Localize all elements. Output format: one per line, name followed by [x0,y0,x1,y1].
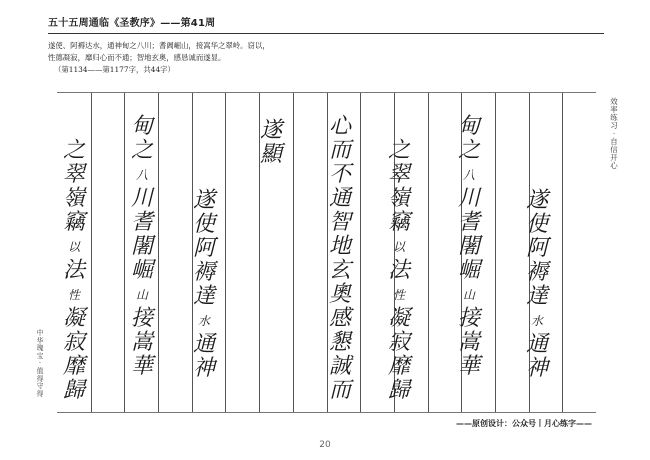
calligraphy-character: 嶺 [62,186,85,211]
calligraphy-character: 凝 [62,306,85,331]
calligraphy-character: 心 [328,114,351,139]
column-rule [225,93,226,412]
calligraphy-character: 翠 [387,162,410,187]
footer-credit: ——原创设计：公众号丨月心练字—— [456,419,592,428]
calligraphy-character: 嵩 [457,330,480,355]
header-rule [48,33,604,34]
calligraphy-column [323,115,357,403]
calligraphy-character: 之 [62,138,85,163]
calligraphy-character: 懇 [328,330,351,355]
calligraphy-character: 奧 [328,282,351,307]
calligraphy-character: 水 [197,314,210,328]
calligraphy-column [520,189,554,381]
character-count: （第1134——第1177字，共44字） [54,65,175,74]
calligraphy-character: 之 [387,138,410,163]
intro-line-2: 性德凝寂，靡归心而不通；智地玄奥，感恳诚而遂显。 [48,53,226,62]
calligraphy-character: 通 [525,332,548,357]
calligraphy-character: 嵩 [130,330,153,355]
calligraphy-character: 阿 [525,236,548,261]
calligraphy-character: 智 [328,210,351,235]
calligraphy-character: 性 [392,288,405,302]
calligraphy-character: 靡 [62,354,85,379]
calligraphy-character: 凝 [387,306,410,331]
calligraphy-character: 之 [457,138,480,163]
calligraphy-character: 八 [135,168,148,182]
calligraphy-character: 八 [462,168,475,182]
calligraphy-character: 神 [525,356,548,381]
calligraphy-character: 川 [130,186,153,211]
calligraphy-character: 而 [328,378,351,403]
calligraphy-character: 顯 [259,142,282,167]
calligraphy-character: 闍 [457,234,480,259]
calligraphy-character: 誠 [328,354,351,379]
calligraphy-character: 接 [130,306,153,331]
calligraphy-character: 地 [328,234,351,259]
calligraphy-character: 歸 [387,378,410,403]
calligraphy-character: 崛 [130,258,153,283]
calligraphy-character: 以 [67,240,80,254]
calligraphy-character: 使 [525,212,548,237]
calligraphy-character: 靡 [387,354,410,379]
side-caption-right: 效 率 练 习 · 自 信 开 心 [610,97,618,170]
calligraphy-character: 不 [328,162,351,187]
calligraphy-character: 法 [62,258,85,283]
calligraphy-character: 通 [192,332,215,357]
calligraphy-character: 歸 [62,378,85,403]
calligraphy-character: 遂 [192,188,215,213]
column-rule [360,93,361,412]
calligraphy-character: 而 [328,138,351,163]
calligraphy-character: 褥 [525,260,548,285]
calligraphy-character: 華 [457,354,480,379]
calligraphy-character: 闍 [130,234,153,259]
calligraphy-character: 山 [135,288,148,302]
calligraphy-character: 耆 [457,210,480,235]
calligraphy-column [452,115,486,379]
calligraphy-character: 通 [328,186,351,211]
intro-line-1: 遂使、阿褥达水，通神甸之八川；耆阇崛山，接嵩华之翠岭。窃以， [48,41,270,50]
calligraphy-character: 神 [192,356,215,381]
calligraphy-column [57,139,91,403]
calligraphy-column [125,115,159,379]
calligraphy-character: 以 [392,240,405,254]
column-rule [428,93,429,412]
calligraphy-character: 川 [457,186,480,211]
calligraphy-character: 崛 [457,258,480,283]
calligraphy-character: 耆 [130,210,153,235]
calligraphy-character: 竊 [62,210,85,235]
practice-sheet [57,92,596,413]
header-title: 五十五周通临《圣教序》——第41周 [48,18,216,29]
calligraphy-character: 寂 [62,330,85,355]
calligraphy-character: 遂 [525,188,548,213]
calligraphy-column [382,139,416,403]
side-caption-left: 中 华 瑰 宝 · 值 得 守 得 [36,329,44,398]
calligraphy-character: 法 [387,258,410,283]
calligraphy-character: 甸 [457,114,480,139]
calligraphy-character: 寂 [387,330,410,355]
calligraphy-character: 翠 [62,162,85,187]
calligraphy-character: 玄 [328,258,351,283]
calligraphy-character: 阿 [192,236,215,261]
calligraphy-character: 達 [525,284,548,309]
calligraphy-column [187,189,221,381]
calligraphy-character: 接 [457,306,480,331]
column-rule [495,93,496,412]
calligraphy-character: 使 [192,212,215,237]
calligraphy-character: 甸 [130,114,153,139]
calligraphy-character: 竊 [387,210,410,235]
calligraphy-character: 褥 [192,260,215,285]
calligraphy-character: 華 [130,354,153,379]
calligraphy-character: 達 [192,284,215,309]
column-rule [562,93,563,412]
calligraphy-character: 嶺 [387,186,410,211]
calligraphy-character: 性 [67,288,80,302]
page-number: 20 [319,440,331,450]
column-rule [293,93,294,412]
calligraphy-character: 山 [462,288,475,302]
calligraphy-character: 遂 [259,118,282,143]
calligraphy-character: 感 [328,306,351,331]
calligraphy-character: 水 [530,314,543,328]
calligraphy-column [254,119,288,167]
intro-text [48,40,568,76]
calligraphy-character: 之 [130,138,153,163]
